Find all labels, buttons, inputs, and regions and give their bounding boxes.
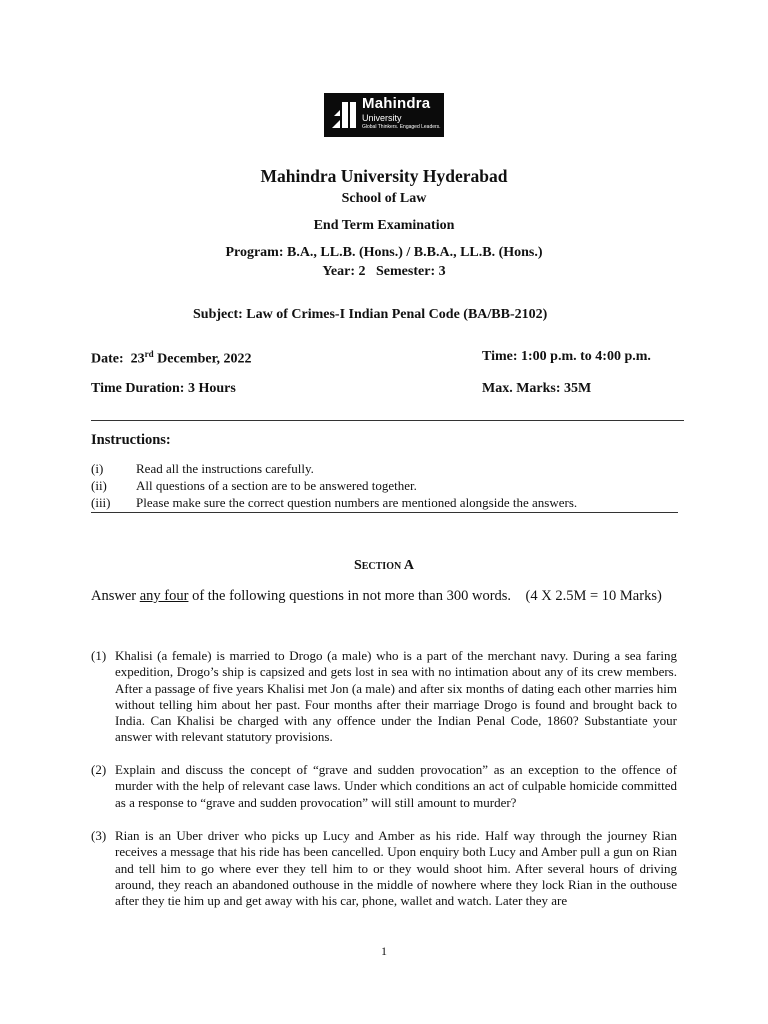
header-divider [91,420,684,421]
date-superscript: rd [144,349,154,359]
instruction-number: (iii) [91,495,111,510]
instruction-number: (i) [91,461,104,476]
logo-mark-icon [330,98,358,132]
section-title: Section A [353,558,415,573]
question-2 [91,762,677,811]
question-text: Rian is an Uber driver who picks up Lucy and Amber as his ride. Half way through the journey Rian receives a message that his ride has been cancelled. Upon enquiry both Lucy and Amber pull a gun on Rian and tell him to go where ever they tell him to or they would shoot him. After several hours of driving around, they reach an abandoned outhouse in the middle of nowhere where they lock Rian in the outhouse after they tie him up and get away with his car, phone, wallet and watch. Later they are [115,828,677,909]
question-3 [91,828,677,909]
instruction-item [91,495,577,511]
question-1 [91,648,677,746]
exam-name: End Term Examination [313,218,455,233]
instructions-title: Instructions: [91,432,171,448]
question-number: (1) [91,648,107,663]
subject-line: Subject: Law of Crimes-I Indian Penal Code (BA/BB-2102) [193,307,548,322]
instruction-item [91,461,314,477]
question-text: Explain and discuss the concept of “grave and sudden provocation” as an exception to the offence of murder with the help of relevant case laws. Under which conditions an act of culpable homicide committed as a response to “grave and sudden provocation” will still amount to murder? [115,762,677,810]
section-marks: (4 X 2.5M = 10 Marks) [525,588,662,604]
instruction-item [91,478,417,494]
school-name: School of Law [341,191,427,206]
instruction-text: All questions of a section are to be answered together. [136,478,417,493]
exam-duration: Time Duration: 3 Hours [91,381,236,396]
university-title: Mahindra University Hyderabad [260,166,508,186]
university-logo [324,93,444,137]
logo-subtitle: University [362,113,402,123]
instruction-text: Please make sure the correct question numbers are mentioned alongside the answers. [136,495,578,510]
answer-prefix: Answer [91,588,140,604]
year-semester-line: Year: 2 Semester: 3 [322,264,446,279]
date-prefix: Date: 23 [91,351,145,367]
page-number: 1 [381,944,387,958]
answer-emphasis: any four [139,588,189,604]
question-number: (2) [91,762,107,777]
instruction-number: (ii) [91,478,107,493]
instruction-text: Read all the instructions carefully. [136,461,314,476]
exam-date [91,349,252,368]
section-directions [91,588,662,605]
program-line: Program: B.A., LL.B. (Hons.) / B.B.A., LL.B. (Hons.) [225,245,543,260]
max-marks: Max. Marks: 35M [482,381,592,396]
logo-tagline: Global Thinkers. Engaged Leaders. [362,124,441,130]
question-number: (3) [91,828,107,843]
answer-suffix: of the following questions in not more than 300 words. [188,588,512,604]
date-suffix: December, 2022 [153,351,252,367]
question-text: Khalisi (a female) is married to Drogo (a male) who is a part of the merchant navy. During a sea faring expedition, Drogo’s ship is capsized and gets lost in sea with no intimation about any of its crew members. After a passage of five years Khalisi met Jon (a male) and after six months of dating each other marries him without telling him about her past. Four months after their marriage Drogo is found and brought back to India. Can Khalisi be charged with any offence under the Indian Penal Code, 1860? Substantiate your answer with relevant statutory provisions. [115,648,677,745]
instructions-divider [91,512,678,513]
logo-name: Mahindra [362,95,431,112]
exam-time: Time: 1:00 p.m. to 4:00 p.m. [482,349,651,364]
